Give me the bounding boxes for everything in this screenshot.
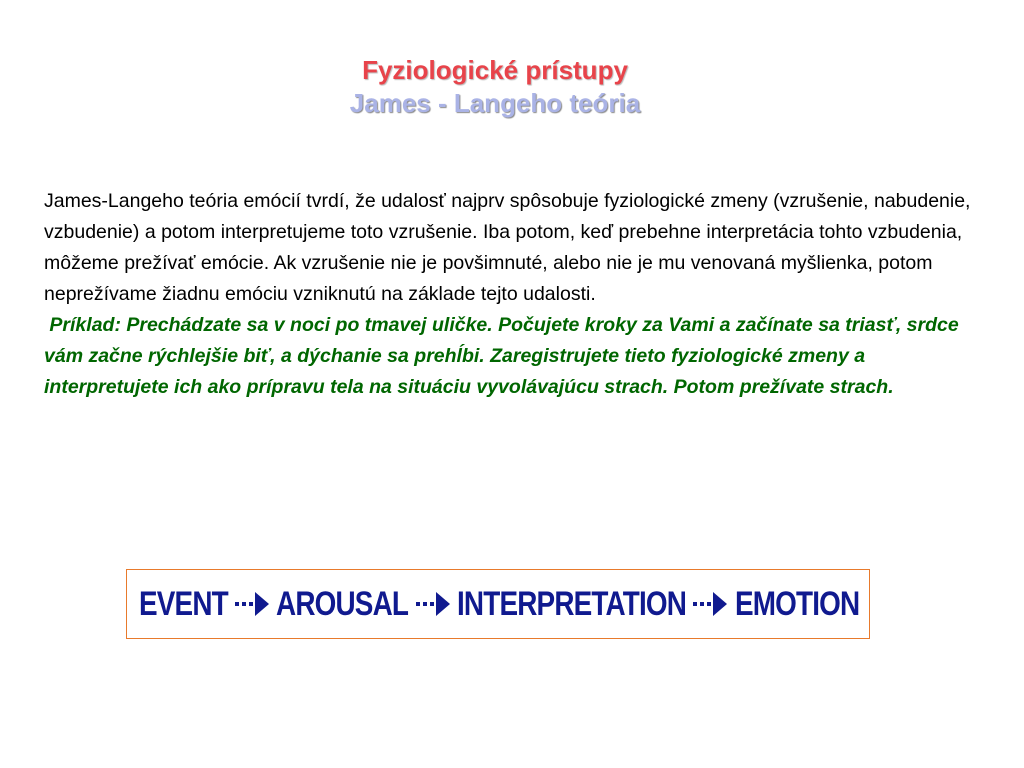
step-emotion: EMOTION	[734, 584, 859, 623]
step-interpretation: INTERPRETATION	[456, 584, 687, 623]
step-event: EVENT	[139, 584, 228, 623]
slide-body	[44, 186, 974, 403]
body-paragraph: James-Langeho teória emócií tvrdí, že udalosť najprv spôsobuje fyziologické zmeny (vzrušenie, nabudenie, vzbudenie) a potom interpretujeme toto vzrušenie. Iba potom, keď prebehne interpretácia tohto vzbudenia, môžeme prežívať emócie. Ak vzrušenie nie je povšimnuté, alebo nie je mu venovaná myšlienka, potom neprežívame žiadnu emóciu vzniknutú na základe tejto udalosti.	[44, 190, 971, 305]
arrow-right-icon	[691, 587, 729, 621]
title-subtitle: James - Langeho teória	[349, 88, 641, 118]
arrow-right-icon	[414, 587, 452, 621]
slide-title	[0, 54, 990, 120]
process-diagram	[126, 569, 870, 639]
step-arousal: AROUSAL	[276, 584, 409, 623]
arrow-right-icon	[233, 587, 271, 621]
title-main: Fyziologické prístupy	[362, 55, 628, 85]
example-paragraph	[44, 310, 974, 403]
example-text: Príklad: Prechádzate sa v noci po tmavej uličke. Počujete kroky za Vami a začínate sa triasť, srdce vám začne rýchlejšie biť, a dýchanie sa prehĺbi. Zaregistrujete tieto fyziologické zmeny a interpretujete ich ako prípravu tela na situáciu vyvolávajúcu strach. Potom prežívate strach.	[44, 314, 959, 398]
